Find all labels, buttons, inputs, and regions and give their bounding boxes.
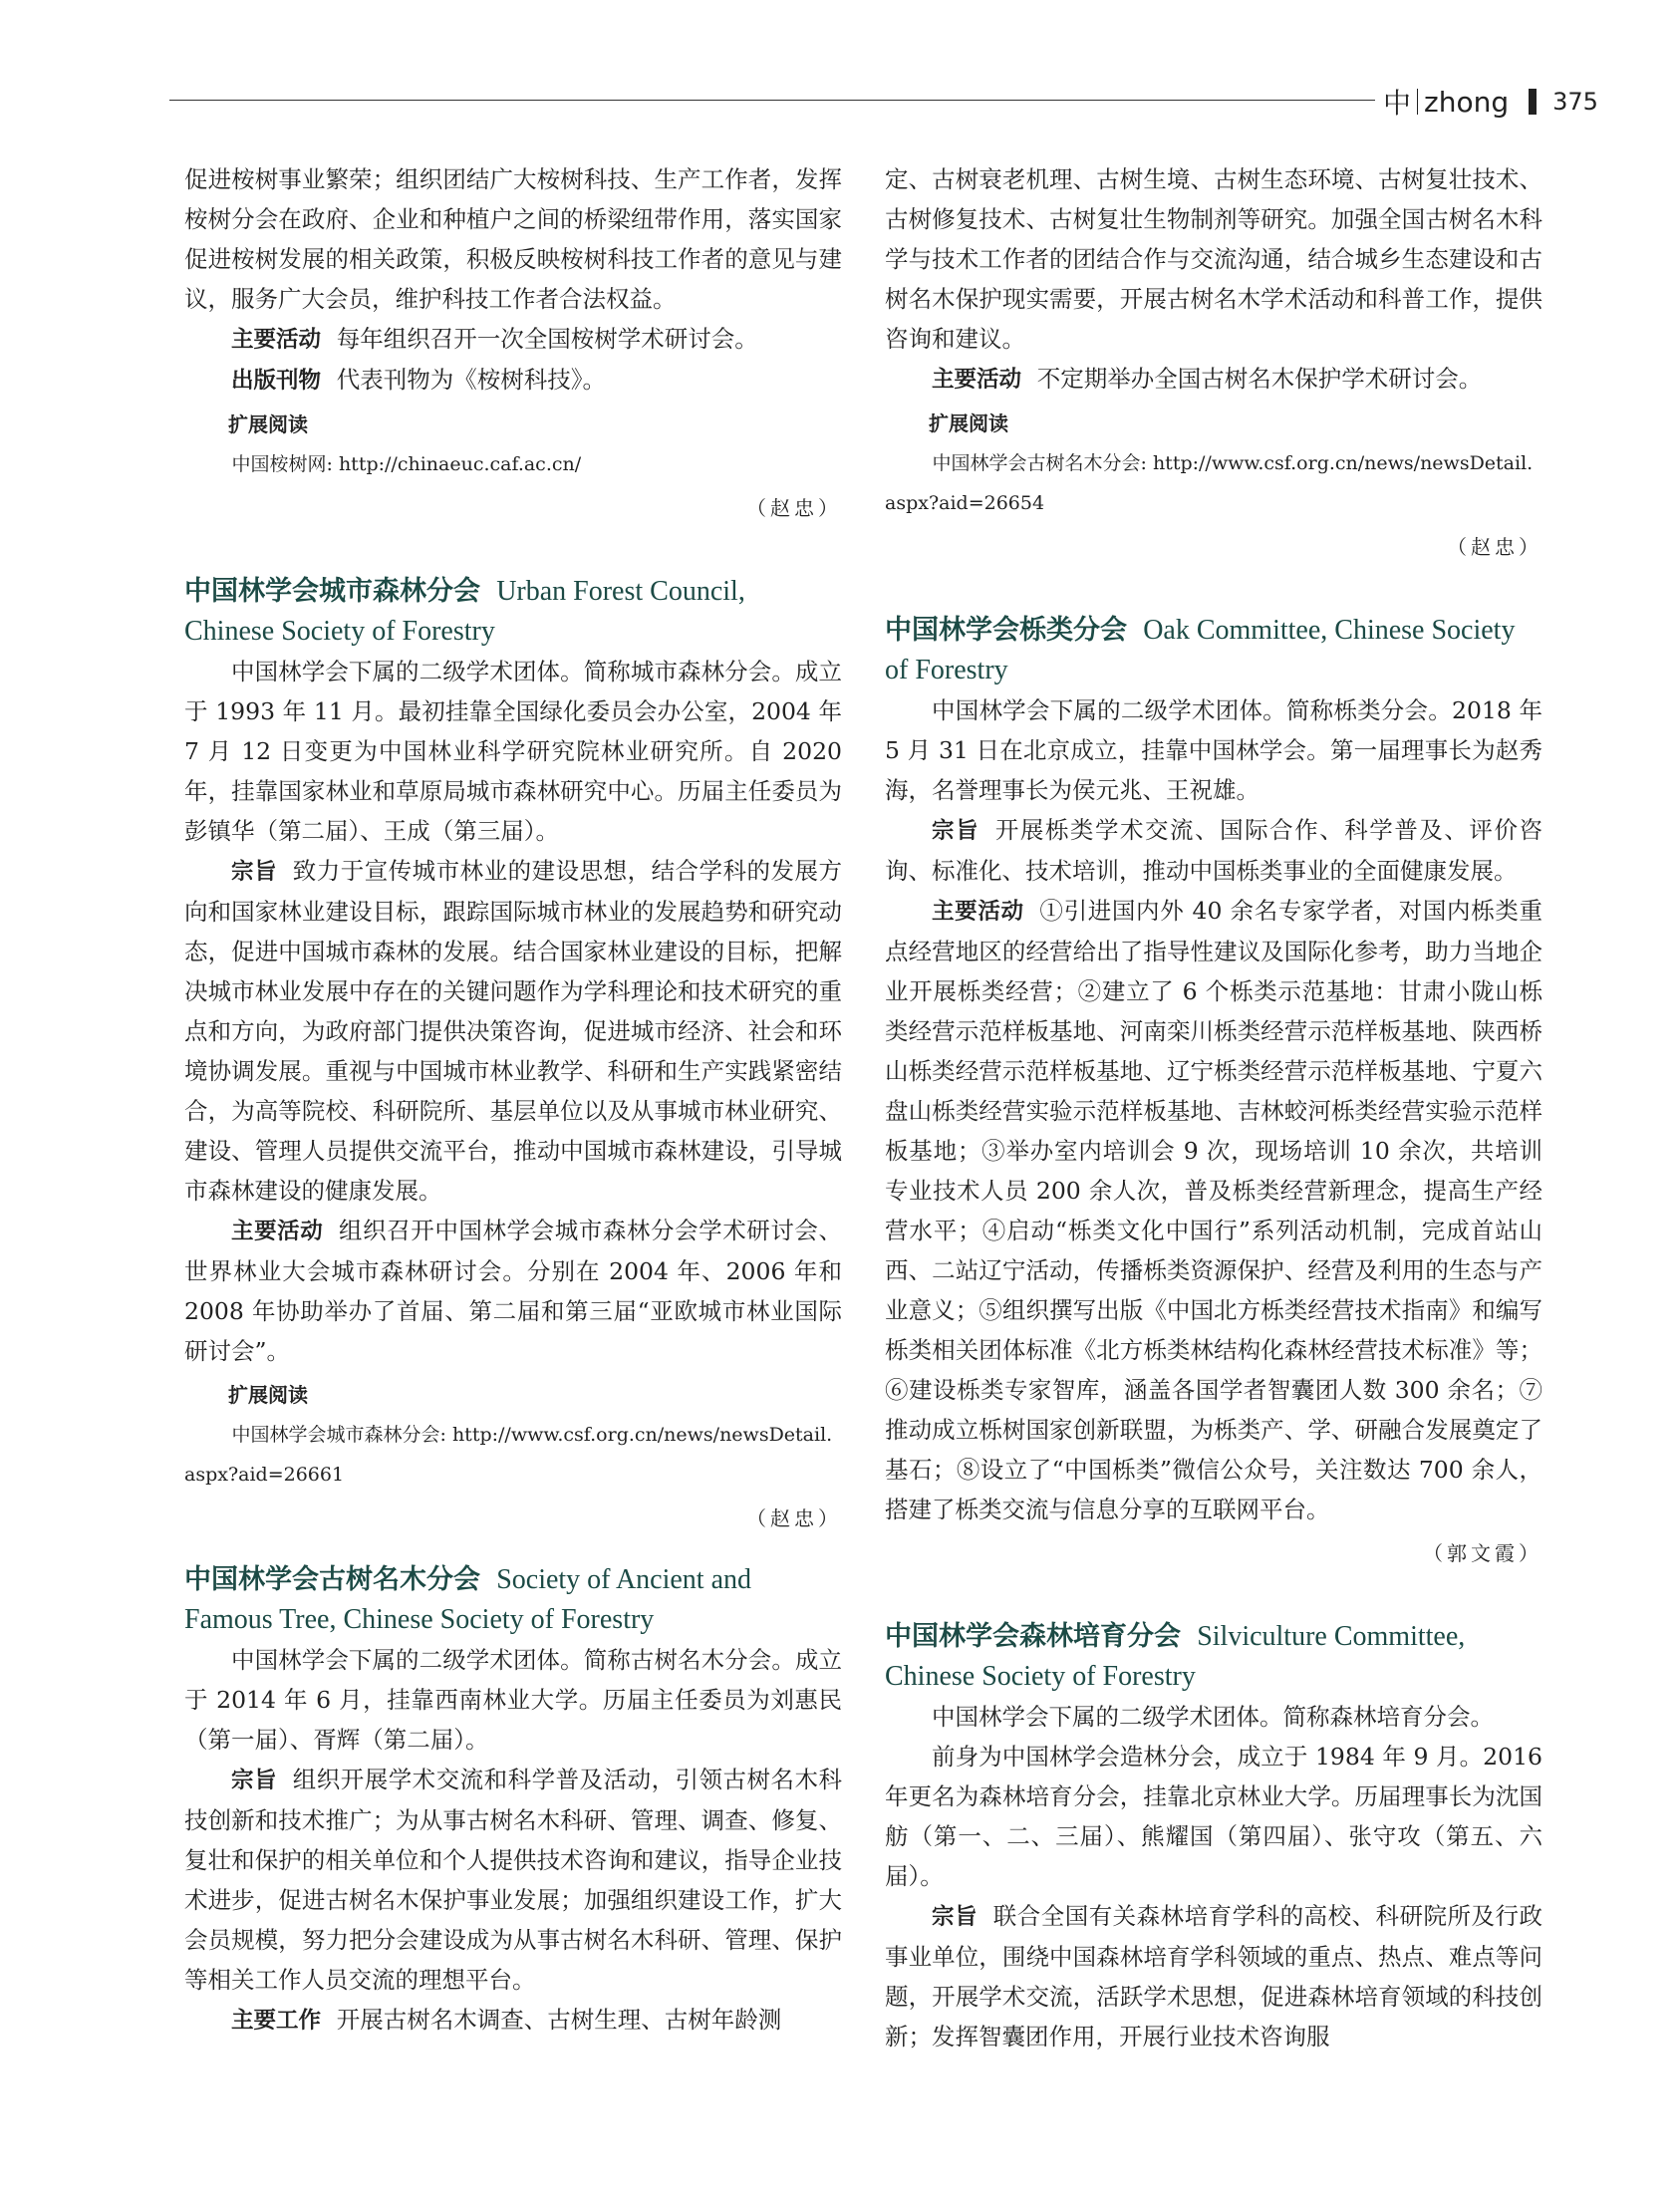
entry-history: 前身为中国林学会造林分会，成立于 1984 年 9 月。2016 年更名为森林培育分会，挂靠北京林业大学。历届理事长为沈国舫（第一、二、三届）、熊耀国（第四届）、张守攻（第五、六届）。	[885, 1743, 1542, 1890]
entry-title-en: Urban Forest Council, Chinese Society of Forestry	[184, 576, 745, 647]
entry-title-en: Society of Ancient and Famous Tree, Chinese Society of Forestry	[184, 1564, 752, 1635]
activities-text: 不定期举办全国古树名木保护学术研讨会。	[1036, 365, 1483, 393]
activities-paragraph	[885, 359, 1542, 400]
activities-label: 主要活动	[231, 1219, 324, 1244]
continued-paragraph: 定、古树衰老机理、古树生境、古树生态环境、古树复壮技术、古树修复技术、古树复壮生物制剂等研究。加强全国古树名木科学与技术工作者的团结合作与交流沟通，结合城乡生态建设和古树名木保护现实需要，开展古树名木学术活动和科普工作，提供咨询和建议。	[885, 165, 1542, 353]
purpose-label: 宗旨	[231, 859, 277, 885]
running-header	[1383, 82, 1598, 122]
publication-text: 代表刊物为《桉树科技》。	[336, 366, 607, 394]
extended-reading-label: 扩展阅读	[228, 1383, 308, 1407]
purpose-text: 组织开展学术交流和科学普及活动，引领古树名木科技创新和技术推广；为从事古树名木科研、管理、调查、修复、复壮和保护的相关单位和个人提供技术咨询和建议，指导企业技术进步，促进古树名木保护事业发展；加强组织建设工作，扩大会员规模，努力把分会建设成为从事古树名木科研、管理、保护等相关工作人员交流的理想平台。	[184, 1766, 842, 1994]
extended-reading-link[interactable]: 中国林学会城市森林分会: http://www.csf.org.cn/news/newsDetail.	[231, 1424, 833, 1446]
author: （赵忠）	[1447, 535, 1542, 559]
purpose-label: 宗旨	[231, 1768, 277, 1793]
activities-paragraph	[885, 891, 1542, 1529]
entry-title-zh: 中国林学会城市森林分会	[184, 576, 480, 607]
extended-reading-link-cont[interactable]: aspx?aid=26661	[184, 1464, 345, 1486]
purpose-text: 联合全国有关森林培育学科的高校、科研院所及行政事业单位，围绕中国森林培育学科领域的重点、热点、难点等问题，开展学术交流，活跃学术思想，促进森林培育领域的科技创新；发挥智囊团作用，开展行业技术咨询服	[885, 1902, 1542, 2050]
publication-paragraph	[184, 360, 842, 401]
extended-reading-link[interactable]: 中国林学会古树名木分会: http://www.csf.org.cn/news/newsDetail.	[932, 452, 1534, 474]
activities-text: ①引进国内外 40 余名专家学者，对国内栎类重点经营地区的经营给出了指导性建议及国际化参考，助力当地企业开展栎类经营；②建立了 6 个栎类示范基地：甘肃小陇山栎类经营示范样板基地、河南栾川栎类经营示范样板基地、陕西桥山栎类经营示范样板基地、辽宁栎类经营示范样板基地、宁夏六盘山栎类经营实验示范样板基地、吉林蛟河栎类经营实验示范样板基地；③举办室内培训会 9 次，现场培训 10 余次，共培训专业技术人员 200 余人次，普及栎类经营新理念，提高生产经营水平；④启动“栎类文化中国行”系列活动机制，完成首站山西、二站辽宁活动，传播栎类资源保护、经营及利用的生态与产业意义；⑤组织撰写出版《中国北方栎类经营技术指南》和编写栎类相关团体标准《北方栎类林结构化森林经营技术标准》等；⑥建设栎类专家智库，涵盖各国学者智囊团人数 300 余名；⑦推动成立栎树国家创新联盟，为栎类产、学、研融合发展奠定了基石；⑧设立了“中国栎类”微信公众号，关注数达 700 余人，搭建了栎类交流与信息分享的互联网平台。	[885, 897, 1542, 1523]
purpose-paragraph	[184, 1760, 842, 2000]
continued-paragraph: 促进桉树事业繁荣；组织团结广大桉树科技、生产工作者，发挥桉树分会在政府、企业和种植户之间的桥梁纽带作用，落实国家促进桉树发展的相关政策，积极反映桉树科技工作者的意见与建议，服务广大会员，维护科技工作者合法权益。	[184, 165, 842, 313]
activities-label: 主要活动	[932, 899, 1024, 925]
activities-text: 组织召开中国林学会城市森林分会学术研讨会、世界林业大会城市森林研讨会。分别在 2004 年、2006 年和 2008 年协助举办了首届、第二届和第三届“亚欧城市林业国际研讨会”。	[184, 1217, 842, 1365]
activities-label: 主要活动	[231, 327, 322, 353]
author: （郭文霞）	[1423, 1541, 1542, 1565]
header-pinyin: zhong	[1424, 85, 1510, 119]
header-rule	[169, 100, 1375, 101]
work-paragraph	[184, 2000, 842, 2041]
activities-text: 每年组织召开一次全国桉树学术研讨会。	[336, 325, 758, 353]
entry-intro: 中国林学会下属的二级学术团体。简称森林培育分会。	[932, 1703, 1494, 1731]
author: （赵忠）	[746, 1506, 842, 1530]
work-text: 开展古树名木调查、古树生理、古树年龄测	[336, 2006, 782, 2034]
entry-title-oak	[885, 611, 1542, 690]
entry-title-zh: 中国林学会栎类分会	[885, 615, 1127, 646]
entry-title-en: Silviculture Committee, Chinese Society of Forestry	[885, 1621, 1466, 1692]
right-column	[885, 159, 1542, 2056]
extended-reading-link-cont[interactable]: aspx?aid=26654	[885, 492, 1045, 514]
purpose-text: 开展栎类学术交流、国际合作、科学普及、评价咨询、标准化、技术培训，推动中国栎类事业的全面健康发展。	[885, 816, 1542, 885]
entry-title-silviculture	[885, 1617, 1542, 1697]
entry-intro: 中国林学会下属的二级学术团体。简称栎类分会。2018 年 5 月 31 日在北京成立，挂靠中国林学会。第一届理事长为赵秀海，名誉理事长为侯元兆、王祝雄。	[885, 696, 1542, 804]
entry-intro: 中国林学会下属的二级学术团体。简称古树名木分会。成立于 2014 年 6 月，挂靠西南林业大学。历届主任委员为刘惠民（第一届）、胥辉（第二届）。	[184, 1646, 842, 1754]
entry-title-urban-forest	[184, 572, 842, 652]
extended-reading-link[interactable]: 中国桉树网: http://chinaeuc.caf.ac.cn/	[231, 453, 582, 475]
entry-intro: 中国林学会下属的二级学术团体。简称城市森林分会。成立于 1993 年 11 月。最初挂靠全国绿化委员会办公室，2004 年 7 月 12 日变更为中国林业科学研究院林业研究所。自 2020 年，挂靠国家林业和草原局城市森林研究中心。历届主任委员为彭镇华（第二届）、王成（第三届）。	[184, 658, 842, 845]
purpose-label: 宗旨	[932, 1904, 978, 1930]
activities-label: 主要活动	[932, 367, 1022, 393]
purpose-paragraph	[885, 810, 1542, 891]
page-number: 375	[1552, 88, 1598, 116]
header-block-mark	[1529, 89, 1537, 115]
activities-paragraph	[184, 1211, 842, 1371]
entry-title-zh: 中国林学会古树名木分会	[184, 1564, 480, 1595]
purpose-text: 致力于宣传城市林业的建设思想，结合学科的发展方向和国家林业建设目标，跟踪国际城市林业的发展趋势和研究动态，促进中国城市森林的发展。结合国家林业建设的目标，把解决城市林业发展中存在的关键问题作为学科理论和技术研究的重点和方向，为政府部门提供决策咨询，促进城市经济、社会和环境协调发展。重视与中国城市林业教学、科研和生产实践紧密结合，为高等院校、科研院所、基层单位以及从事城市林业研究、建设、管理人员提供交流平台，推动中国城市森林建设，引导城市森林建设的健康发展。	[184, 857, 842, 1205]
left-column	[184, 159, 842, 2041]
header-divider	[1417, 89, 1418, 115]
purpose-label: 宗旨	[932, 818, 980, 844]
extended-reading-label: 扩展阅读	[929, 411, 1008, 435]
entry-title-ancient-tree	[184, 1560, 842, 1640]
entry-title-zh: 中国林学会森林培育分会	[885, 1621, 1181, 1652]
activities-paragraph	[184, 319, 842, 360]
header-char: 中	[1383, 87, 1412, 120]
purpose-paragraph	[885, 1896, 1542, 2056]
extended-reading-label: 扩展阅读	[228, 412, 308, 436]
purpose-paragraph	[184, 851, 842, 1211]
author: （赵忠）	[746, 496, 842, 520]
work-label: 主要工作	[231, 2008, 322, 2034]
entry-title-en: Oak Committee, Chinese Society of Forestry	[885, 615, 1516, 685]
publication-label: 出版刊物	[231, 368, 322, 394]
